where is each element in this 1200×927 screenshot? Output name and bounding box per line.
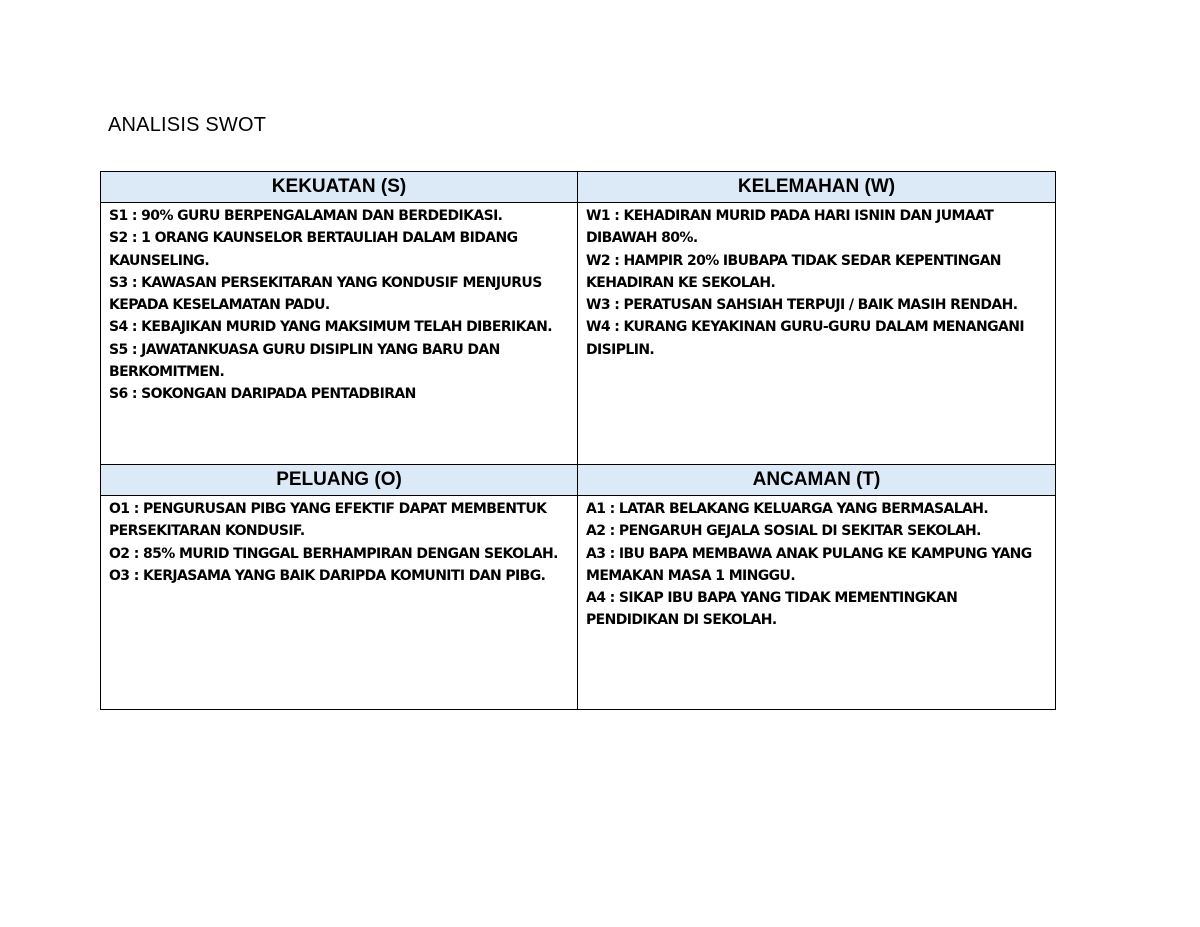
strengths-cell — [101, 203, 578, 465]
swot-table — [100, 171, 1056, 710]
strength-item: S6 : SOKONGAN DARIPADA PENTADBIRAN — [109, 386, 416, 403]
page-title: ANALISIS SWOT — [108, 114, 267, 136]
strength-item: S3 : KAWASAN PERSEKITARAN YANG KONDUSIF MENJURUS KEPADA KESELAMATAN PADU. — [109, 274, 542, 314]
threat-item: A3 : IBU BAPA MEMBAWA ANAK PULANG KE KAMPUNG YANG MEMAKAN MASA 1 MINGGU. — [586, 545, 1032, 584]
strength-item: S4 : KEBAJIKAN MURID YANG MAKSIMUM TELAH DIBERIKAN. — [109, 319, 552, 336]
strength-item: S2 : 1 ORANG KAUNSELOR BERTAULIAH DALAM BIDANG KAUNSELING. — [109, 230, 518, 269]
weaknesses-cell — [578, 203, 1056, 465]
weakness-item: W1 : KEHADIRAN MURID PADA HARI ISNIN DAN JUMAAT DIBAWAH 80%. — [586, 208, 994, 247]
weakness-item: W2 : HAMPIR 20% IBUBAPA TIDAK SEDAR KEPENTINGAN KEHADIRAN KE SEKOLAH. — [586, 252, 1001, 291]
threats-cell — [578, 496, 1056, 710]
strength-item: S1 : 90% GURU BERPENGALAMAN DAN BERDEDIKASI. — [109, 208, 503, 224]
threat-item: A1 : LATAR BELAKANG KELUARGA YANG BERMASALAH. — [586, 501, 989, 517]
weakness-item: W3 : PERATUSAN SAHSIAH TERPUJI / BAIK MASIH RENDAH. — [586, 297, 1018, 314]
opportunity-item: O1 : PENGURUSAN PIBG YANG EFEKTIF DAPAT MEMBENTUK PERSEKITARAN KONDUSIF. — [109, 501, 547, 540]
threats-header: ANCAMAN (T) — [578, 465, 1056, 496]
threat-item: A4 : SIKAP IBU BAPA YANG TIDAK MEMENTINGKAN PENDIDIKAN DI SEKOLAH. — [586, 590, 958, 629]
strength-item: S5 : JAWATANKUASA GURU DISIPLIN YANG BARU DAN BERKOMITMEN. — [109, 341, 500, 381]
threat-item: A2 : PENGARUH GEJALA SOSIAL DI SEKITAR SEKOLAH. — [586, 523, 981, 540]
opportunity-item: O2 : 85% MURID TINGGAL BERHAMPIRAN DENGAN SEKOLAH. — [109, 545, 558, 562]
weakness-item: W4 : KURANG KEYAKINAN GURU-GURU DALAM MENANGANI DISIPLIN. — [586, 319, 1024, 358]
weaknesses-header: KELEMAHAN (W) — [578, 172, 1056, 203]
opportunities-cell — [101, 496, 578, 710]
strengths-header: KEKUATAN (S) — [101, 172, 578, 203]
opportunity-item: O3 : KERJASAMA YANG BAIK DARIPDA KOMUNITI DAN PIBG. — [109, 567, 546, 584]
opportunities-header: PELUANG (O) — [101, 465, 578, 496]
